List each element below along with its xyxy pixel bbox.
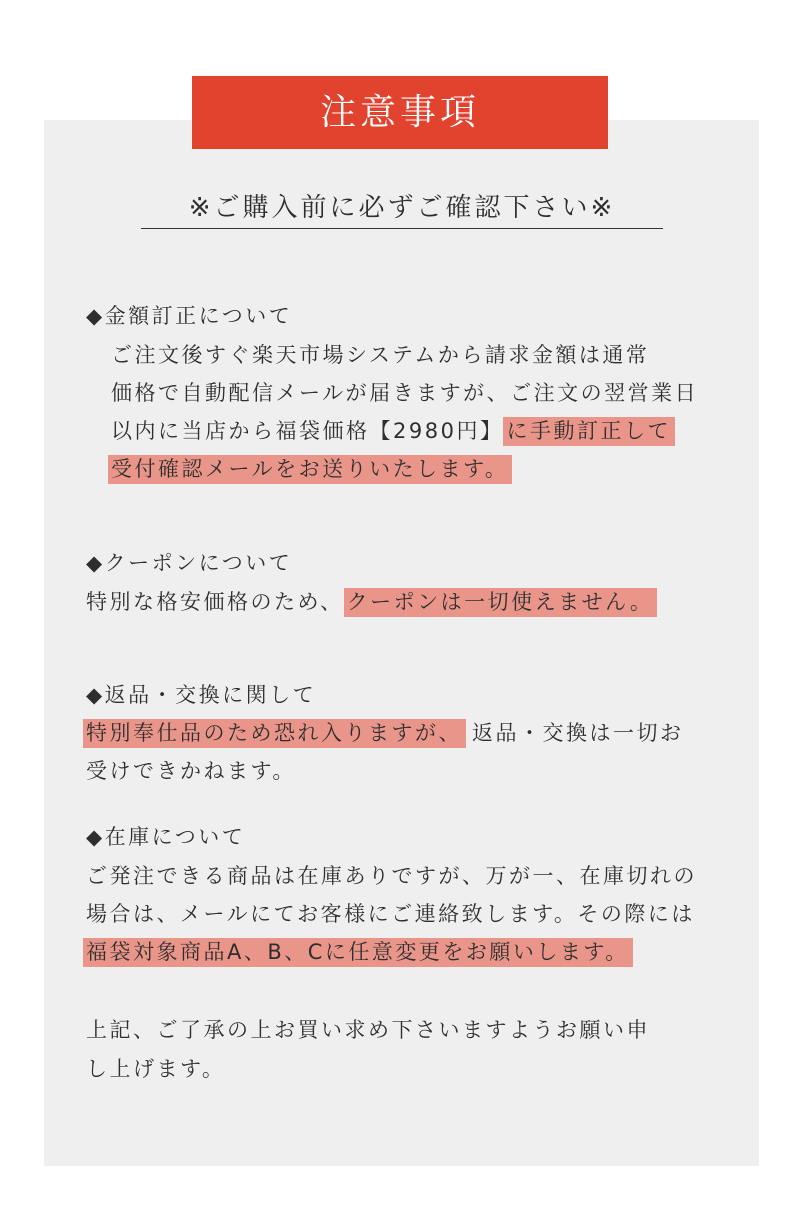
subtitle: ※ご購入前に必ずご確認下さい※	[141, 190, 663, 229]
notice-panel	[44, 120, 759, 1166]
price-text-line-3	[111, 416, 675, 446]
coupon-highlight: クーポンは一切使えません。	[344, 588, 658, 617]
page-title: 注意事項	[192, 76, 608, 149]
price-highlight-1: に手動訂正して	[503, 417, 675, 446]
returns-text-plain: 返品・交換は一切お	[472, 721, 684, 745]
returns-heading: ◆返品・交換に関して	[86, 683, 317, 707]
price-text-line-1: ご注文後すぐ楽天市場システムから請求金額は通常	[111, 343, 650, 367]
price-text-line-2: 価格で自動配信メールが届きますが、ご注文の翌営業日	[111, 381, 699, 405]
returns-text-line-2: 受けできかねます。	[86, 759, 296, 783]
price-highlight-2: 受付確認メールをお送りいたします。	[108, 455, 512, 484]
stock-text-line-3	[86, 937, 633, 967]
returns-text-line-1	[86, 718, 684, 748]
stock-text-line-2: 場合は、メールにてお客様にご連絡致します。その際には	[86, 902, 695, 926]
closing-line-2: し上げます。	[86, 1057, 226, 1081]
coupon-heading: ◆クーポンについて	[86, 551, 293, 575]
price-heading: ◆金額訂正について	[86, 304, 293, 328]
stock-heading: ◆在庫について	[86, 825, 246, 849]
price-text-line-3-plain: 以内に当店から福袋価格【2980円】	[111, 419, 504, 443]
stock-text-line-1: ご発注できる商品は在庫ありですが、万が一、在庫切れの	[86, 864, 697, 888]
closing-line-1: 上記、ご了承の上お買い求め下さいますようお願い申	[86, 1018, 650, 1042]
price-text-line-4	[111, 454, 512, 484]
stock-highlight: 福袋対象商品A、B、Cに任意変更をお願いします。	[83, 938, 633, 967]
coupon-text-plain: 特別な格安価格のため、	[86, 590, 344, 614]
returns-highlight: 特別奉仕品のため恐れ入りますが、	[83, 719, 466, 748]
coupon-text-line-1	[86, 587, 657, 617]
